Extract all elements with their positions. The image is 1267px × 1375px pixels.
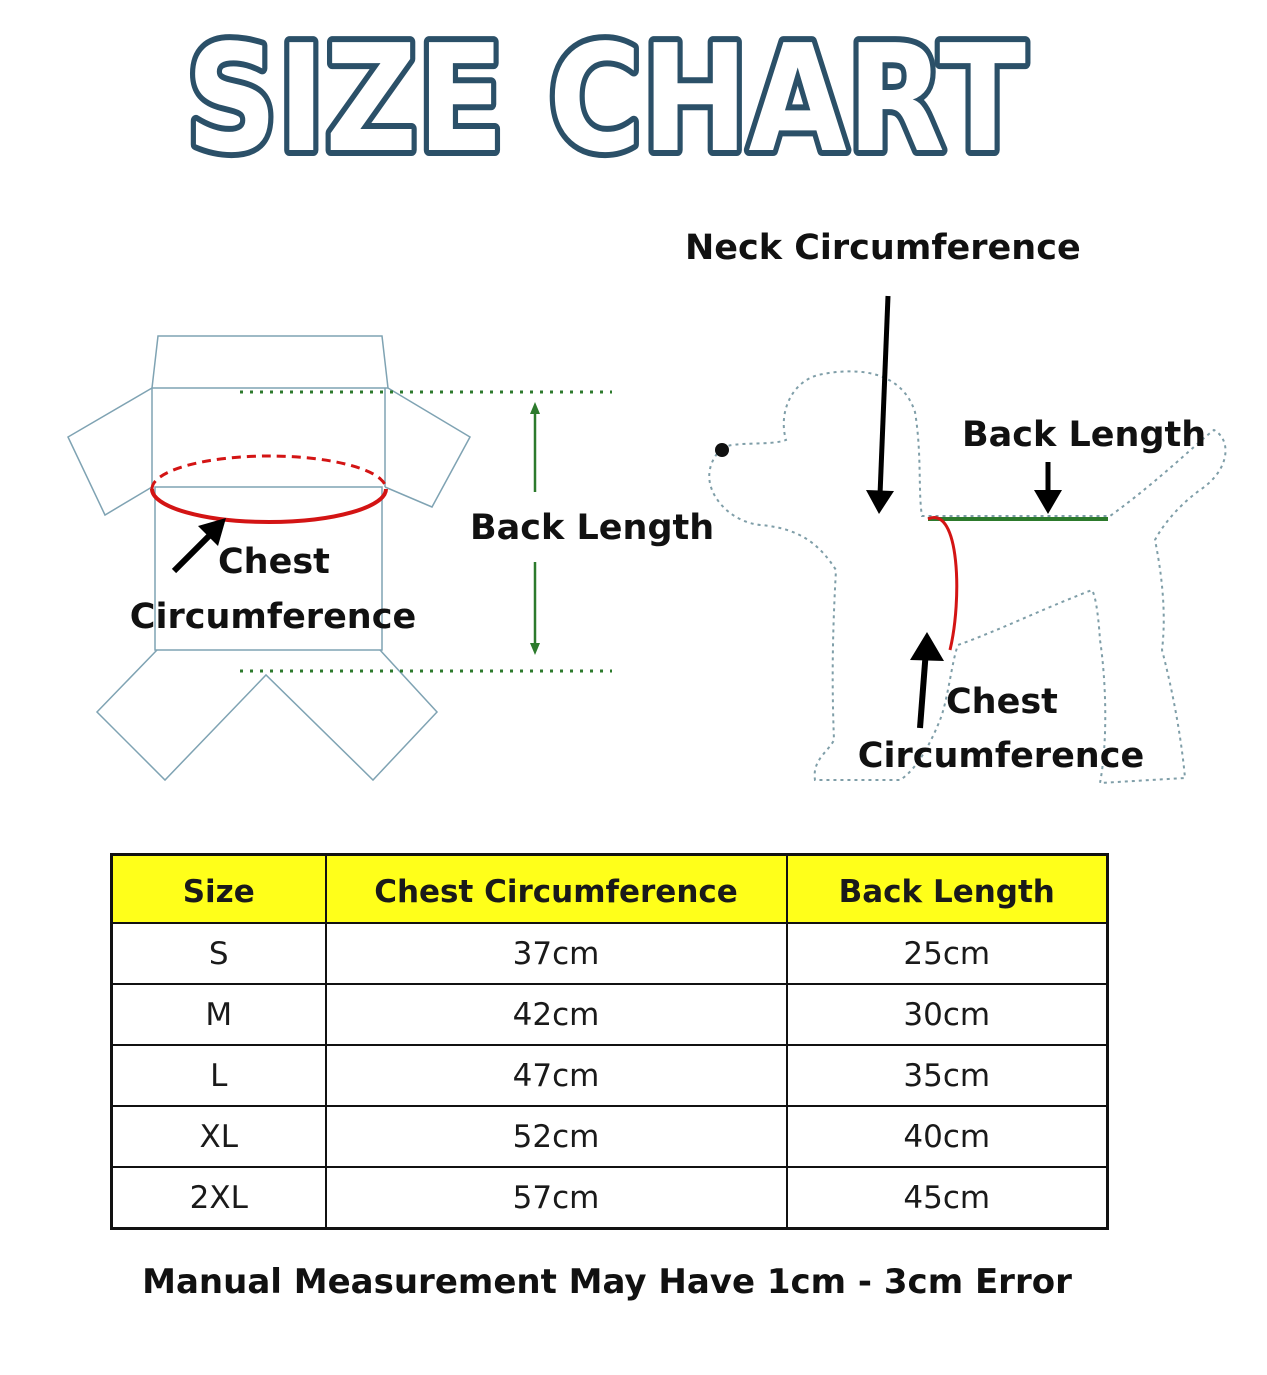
chest-cell: 42cm [326, 984, 787, 1045]
size-table [110, 853, 1109, 1230]
size-cell: XL [112, 1106, 326, 1167]
header-chest-circumference: Chest Circumference [326, 855, 787, 924]
chest-cell: 37cm [326, 923, 787, 984]
dog-chest-measure [928, 518, 957, 650]
dog-chest-label-line1: Chest [946, 682, 1058, 722]
table-row [112, 923, 1108, 984]
size-cell: S [112, 923, 326, 984]
table-row [112, 1106, 1108, 1167]
header-back-length: Back Length [787, 855, 1108, 924]
back-length-cell: 30cm [787, 984, 1108, 1045]
chest-cell: 57cm [326, 1167, 787, 1229]
neck-arrow-head [866, 490, 894, 514]
garment-chest-label-line1: Chest [218, 542, 330, 582]
dog-chest-arrow-head [910, 632, 944, 661]
header-size: Size [112, 855, 326, 924]
size-cell: M [112, 984, 326, 1045]
back-length-cell: 40cm [787, 1106, 1108, 1167]
back-length-cell: 25cm [787, 923, 1108, 984]
measurement-error-note: Manual Measurement May Have 1cm - 3cm Error [142, 1262, 1072, 1302]
dog-back-length-arrow-head [1034, 490, 1062, 514]
table-row [112, 1167, 1108, 1229]
dog-back-length-label: Back Length [962, 415, 1207, 455]
dog-chest-arrow [920, 650, 926, 728]
back-length-cell: 35cm [787, 1045, 1108, 1106]
table-row [112, 1045, 1108, 1106]
chest-cell: 52cm [326, 1106, 787, 1167]
back-length-cell: 45cm [787, 1167, 1108, 1229]
garment-back-length-label: Back Length [470, 508, 715, 548]
dog-chest-label-line2: Circumference [857, 736, 1145, 776]
size-cell: L [112, 1045, 326, 1106]
neck-arrow [880, 296, 888, 495]
page-title: SIZE CHART [186, 13, 1027, 180]
garment-chest-label-line2: Circumference [129, 597, 417, 637]
chest-cell: 47cm [326, 1045, 787, 1106]
dog-neck-label: Neck Circumference [685, 228, 1081, 268]
table-header-row [112, 855, 1108, 924]
size-cell: 2XL [112, 1167, 326, 1229]
dog-nose [715, 443, 729, 457]
table-row [112, 984, 1108, 1045]
